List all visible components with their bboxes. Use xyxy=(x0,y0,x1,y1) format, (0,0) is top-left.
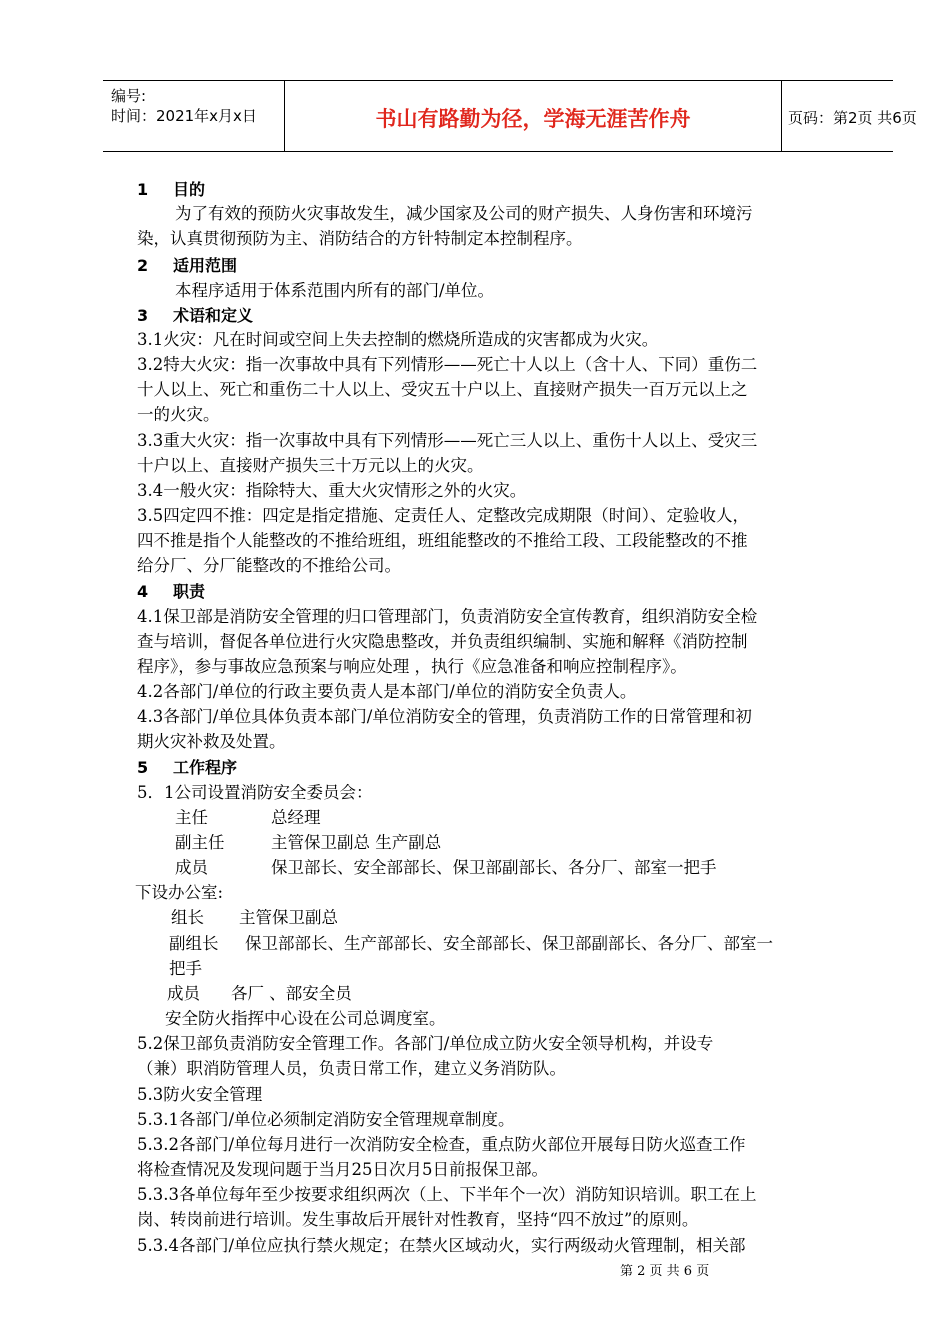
section-number: 3 xyxy=(137,306,149,325)
paragraph-line: 3.2特大火灾：指一次事故中具有下列情形——死亡十人以上（含十人、下同）重伤二 xyxy=(137,355,758,374)
header-page-cell xyxy=(782,81,917,151)
document-time-label: 时间：2021年x月x日 xyxy=(111,107,257,125)
paragraph-line: （兼）职消防管理人员，负责日常工作，建立义务消防队。 xyxy=(137,1059,566,1078)
paragraph-line: 下设办公室: xyxy=(135,883,224,902)
paragraph-line: 四不推是指个人能整改的不推给班组，班组能整改的不推给工段、工段能整改的不推 xyxy=(137,531,748,550)
role-label: 主任 xyxy=(175,808,208,827)
section-number: 1 xyxy=(137,180,149,199)
role-label: 副组长 xyxy=(169,934,219,953)
section-number: 2 xyxy=(137,256,149,275)
paragraph-line: 5.3.4各部门/单位应执行禁火规定；在禁火区域动火，实行两级动火管理制，相关部 xyxy=(137,1236,746,1255)
paragraph-line: 一的火灾。 xyxy=(137,405,220,424)
section-title: 术语和定义 xyxy=(173,306,254,325)
paragraph-line: 3.3重大火灾：指一次事故中具有下列情形——死亡三人以上、重伤十人以上、受灾三 xyxy=(137,431,758,450)
section-heading xyxy=(137,178,205,202)
section-heading xyxy=(137,304,253,328)
role-value: 把手 xyxy=(169,959,202,978)
paragraph-line: 十户以上、直接财产损失三十万元以上的火灾。 xyxy=(137,456,484,475)
page-footer: 第 2 页 共 6 页 xyxy=(620,1264,710,1279)
paragraph-line: 期火灾补救及处置。 xyxy=(137,732,286,751)
paragraph-line: 给分厂、分厂能整改的不推给公司。 xyxy=(137,556,401,575)
section-number: 5 xyxy=(137,758,149,777)
paragraph-line: 4.2各部门/单位的行政主要负责人是本部门/单位的消防安全负责人。 xyxy=(137,682,637,701)
header-table xyxy=(103,80,917,152)
document-number-label: 编号: xyxy=(111,87,147,105)
paragraph-line: 3.1火灾：凡在时间或空间上失去控制的燃烧所造成的灾害都成为火灾。 xyxy=(137,330,659,349)
paragraph-line: 5．1公司设置消防安全委员会： xyxy=(137,783,373,802)
paragraph-line: 3.5四定四不推：四定是指定措施、定责任人、定整改完成期限（时间）、定验收人， xyxy=(137,506,749,525)
paragraph-line: 5.3.2各部门/单位每月进行一次消防安全检查，重点防火部位开展每日防火巡查工作 xyxy=(137,1135,746,1154)
role-value: 保卫部长、安全部部长、保卫部副部长、各分厂、部室一把手 xyxy=(271,858,717,877)
role-value: 各厂 、部安全员 xyxy=(231,984,352,1003)
section-title: 目的 xyxy=(173,180,206,199)
motto-text: 书山有路勤为径，学海无涯苦作舟 xyxy=(375,107,691,131)
paragraph-line: 本程序适用于体系范围内所有的部门/单位。 xyxy=(175,281,495,300)
paragraph-line: 将检查情况及发现问题于当月25日次月5日前报保卫部。 xyxy=(137,1160,548,1179)
section-title: 工作程序 xyxy=(173,758,238,777)
role-value: 主管保卫副总 生产副总 xyxy=(271,833,442,852)
paragraph-line: 程序》，参与事故应急预案与响应处理 ，执行《应急准备和响应控制程序》。 xyxy=(137,657,687,676)
role-label: 成员 xyxy=(175,858,208,877)
paragraph-line: 5.3防火安全管理 xyxy=(137,1085,263,1104)
paragraph-line: 查与培训，督促各单位进行火灾隐患整改，并负责组织编制、实施和解释《消防控制 xyxy=(137,632,748,651)
role-label: 组长 xyxy=(171,908,204,927)
paragraph-line: 4.3各部门/单位具体负责本部门/单位消防安全的管理，负责消防工作的日常管理和初 xyxy=(137,707,752,726)
role-value: 主管保卫副总 xyxy=(239,908,338,927)
header-info-cell xyxy=(103,81,285,151)
role-value: 保卫部部长、生产部部长、安全部部长、保卫部副部长、各分厂、部室一 xyxy=(245,934,773,953)
paragraph-line: 为了有效的预防火灾事故发生，减少国家及公司的财产损失、人身伤害和环境污 xyxy=(175,204,753,223)
paragraph-line: 5.2保卫部负责消防安全管理工作。各部门/单位成立防火安全领导机构，并设专 xyxy=(137,1034,714,1053)
paragraph-line: 5.3.3各单位每年至少按要求组织两次（上、下半年个一次）消防知识培训。职工在上 xyxy=(137,1185,757,1204)
paragraph-line: 安全防火指挥中心设在公司总调度室。 xyxy=(165,1009,446,1028)
section-heading xyxy=(137,756,237,780)
role-label: 成员 xyxy=(167,984,200,1003)
page-code: 页码：第2页 共6页 xyxy=(788,109,917,127)
section-heading xyxy=(137,580,205,604)
role-value: 总经理 xyxy=(271,808,321,827)
paragraph-line: 4.1保卫部是消防安全管理的归口管理部门，负责消防安全宣传教育，组织消防安全检 xyxy=(137,607,758,626)
section-title: 职责 xyxy=(173,582,206,601)
paragraph-line: 岗、转岗前进行培训。发生事故后开展针对性教育，坚持“四不放过”的原则。 xyxy=(137,1210,699,1229)
paragraph-line: 5.3.1各部门/单位必须制定消防安全管理规章制度。 xyxy=(137,1110,515,1129)
section-number: 4 xyxy=(137,582,149,601)
paragraph-line: 染，认真贯彻预防为主、消防结合的方针特制定本控制程序。 xyxy=(137,229,583,248)
section-title: 适用范围 xyxy=(173,256,238,275)
paragraph-line: 3.4一般火灾：指除特大、重大火灾情形之外的火灾。 xyxy=(137,481,527,500)
section-heading xyxy=(137,254,237,278)
role-label: 副主任 xyxy=(175,833,225,852)
paragraph-line: 十人以上、死亡和重伤二十人以上、受灾五十户以上、直接财产损失一百万元以上之 xyxy=(137,380,748,399)
header-motto-cell xyxy=(285,81,782,151)
